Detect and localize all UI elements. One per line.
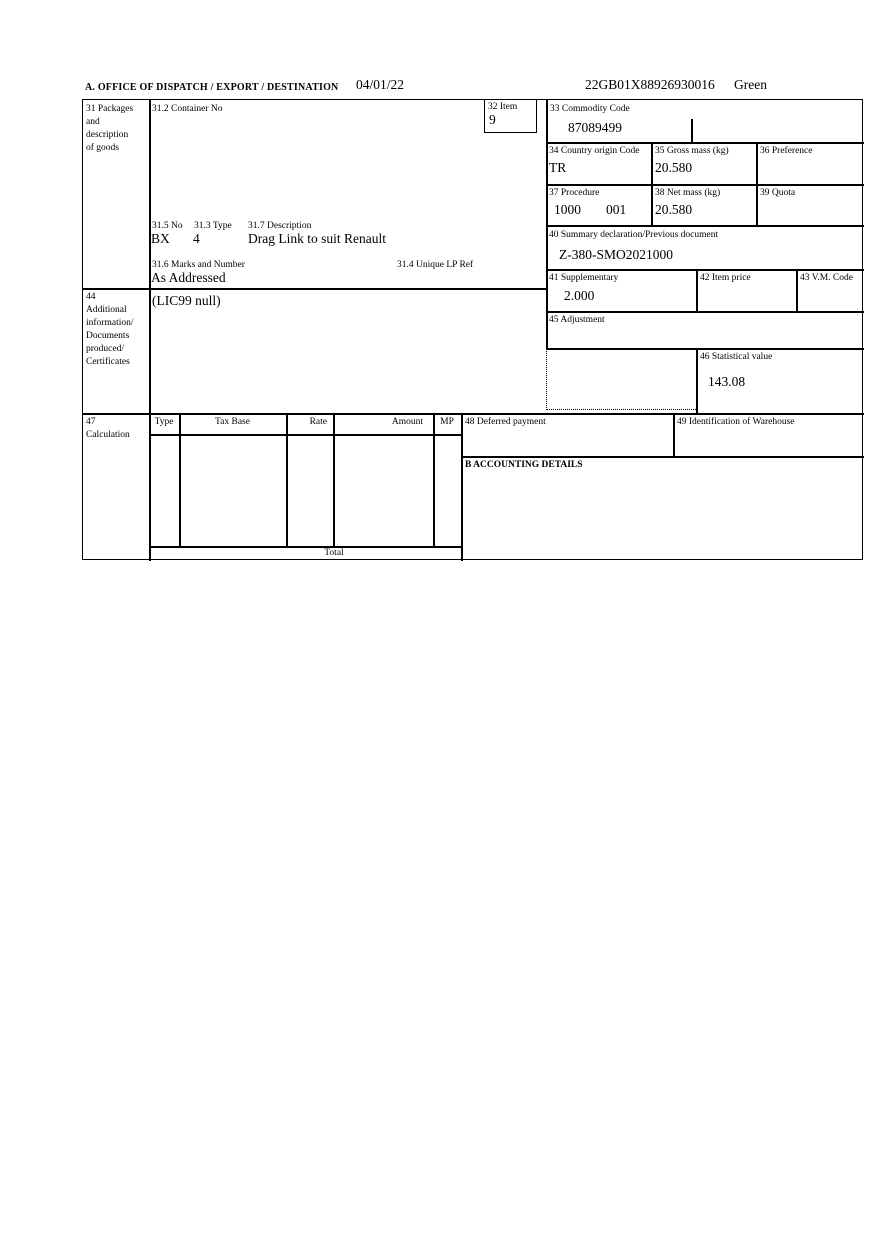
supplementary-units-label: 41 Supplementary [549, 273, 619, 283]
statistical-value: 143.08 [708, 374, 746, 389]
summary-declaration-value: Z-380-SMO2021000 [559, 247, 673, 262]
country-origin-label: 34 Country origin Code [549, 146, 640, 156]
box48-bottom-border [461, 456, 864, 458]
tax-table-right-border [461, 413, 463, 561]
supplementary-units-value: 2.000 [564, 288, 595, 303]
box47-label-line: Calculation [86, 430, 130, 440]
tax-table-header-type: Type [154, 417, 174, 427]
tax-table-header-underline [149, 434, 461, 436]
tax-table-header-amount: Amount [391, 417, 423, 427]
summary-declaration-label: 40 Summary declaration/Previous document [549, 230, 719, 240]
deferred-payment-label: 48 Deferred payment [465, 417, 546, 427]
goods-description-value: Drag Link to suit Renault [248, 231, 386, 246]
row-divider-41 [546, 311, 864, 313]
tax-table-col-line [333, 413, 335, 546]
row-divider-45 [546, 348, 864, 350]
box47-top-border [83, 413, 864, 415]
box31-box44-divider [83, 288, 546, 290]
office-of-dispatch-heading: A. OFFICE OF DISPATCH / EXPORT / DESTINATION [85, 82, 339, 93]
col-divider-42 [696, 269, 698, 311]
procedure-label: 37 Procedure [549, 188, 600, 198]
box44-label-line: Certificates [86, 357, 130, 367]
container-no-label: 31.2 Container No [152, 104, 223, 114]
marks-numbers-value: As Addressed [151, 270, 226, 285]
box31-label-line: and [86, 117, 100, 127]
box31-label-line: description [86, 130, 129, 140]
row-divider-34 [546, 184, 864, 186]
gross-mass-label: 35 Gross mass (kg) [655, 146, 729, 156]
box44-label-line: 44 [86, 292, 96, 302]
packages-type-label: 31.3 Type [194, 221, 232, 231]
box31-label-line: of goods [86, 143, 119, 153]
quota-label: 39 Quota [760, 188, 796, 198]
adjustment-label: 45 Adjustment [549, 315, 605, 325]
routing-status: Green [734, 77, 767, 92]
box47-label-line: 47 [86, 417, 96, 427]
row-divider-40 [546, 269, 864, 271]
marks-numbers-label: 31.6 Marks and Number [152, 260, 245, 270]
tax-table-header-rate: Rate [309, 417, 327, 427]
item-number-value: 9 [489, 112, 496, 127]
packages-no-label: 31.5 No [152, 221, 183, 231]
tax-table-col-line [433, 413, 435, 546]
gross-mass-value: 20.580 [655, 160, 693, 175]
box44-label-line: information/ [86, 318, 134, 328]
box32-item [484, 100, 537, 133]
procedure-code-value: 1000 [554, 202, 581, 217]
packages-no-value: BX [151, 231, 170, 246]
commodity-code-value: 87089499 [568, 120, 622, 135]
item-price-label: 42 Item price [700, 273, 751, 283]
commodity-code-label: 33 Commodity Code [550, 104, 630, 114]
unique-lp-ref-label: 31.4 Unique LP Ref [397, 260, 474, 270]
tax-table-col-line [179, 413, 181, 546]
row-divider-37 [546, 225, 864, 227]
tax-table-header-tax-base: Tax Base [215, 417, 250, 427]
box48-box49-divider [673, 413, 675, 456]
mrn-number: 22GB01X88926930016 [585, 77, 715, 92]
statistical-value-label: 46 Statistical value [700, 352, 773, 362]
box44-label-line: Additional [86, 305, 127, 315]
tax-table-col-line [286, 413, 288, 546]
declaration-date: 04/01/22 [356, 77, 405, 92]
procedure-additional-value: 001 [606, 202, 627, 217]
vm-code-label: 43 V.M. Code [800, 273, 853, 283]
packages-type-value: 4 [193, 231, 200, 246]
additional-information-value: (LIC99 null) [152, 293, 221, 308]
box44-label-line: produced/ [86, 344, 124, 354]
net-mass-value: 20.580 [655, 202, 693, 217]
box32-label: 32 Item [488, 102, 518, 112]
col-divider-43 [796, 269, 798, 311]
net-mass-label: 38 Net mass (kg) [655, 188, 721, 198]
declaration-form [82, 99, 863, 560]
dotted-horizontal-divider [546, 409, 696, 410]
tax-table-total-label: Total [324, 548, 344, 558]
tax-table-header-mp: MP [440, 417, 454, 427]
accounting-details-heading: B ACCOUNTING DETAILS [465, 460, 583, 470]
tax-table-total-line [149, 546, 461, 548]
dotted-vertical-divider [546, 348, 547, 410]
goods-description-label: 31.7 Description [248, 221, 312, 231]
commodity-code-subdivider [691, 119, 693, 142]
left-column-divider [149, 100, 151, 561]
row-divider-33 [546, 142, 864, 144]
box44-label-line: Documents [86, 331, 130, 341]
country-origin-value: TR [549, 160, 567, 175]
warehouse-identification-label: 49 Identification of Warehouse [677, 417, 795, 427]
box31-label-line: 31 Packages [86, 104, 134, 114]
box46-left-border [696, 348, 698, 413]
preference-label: 36 Preference [760, 146, 813, 156]
